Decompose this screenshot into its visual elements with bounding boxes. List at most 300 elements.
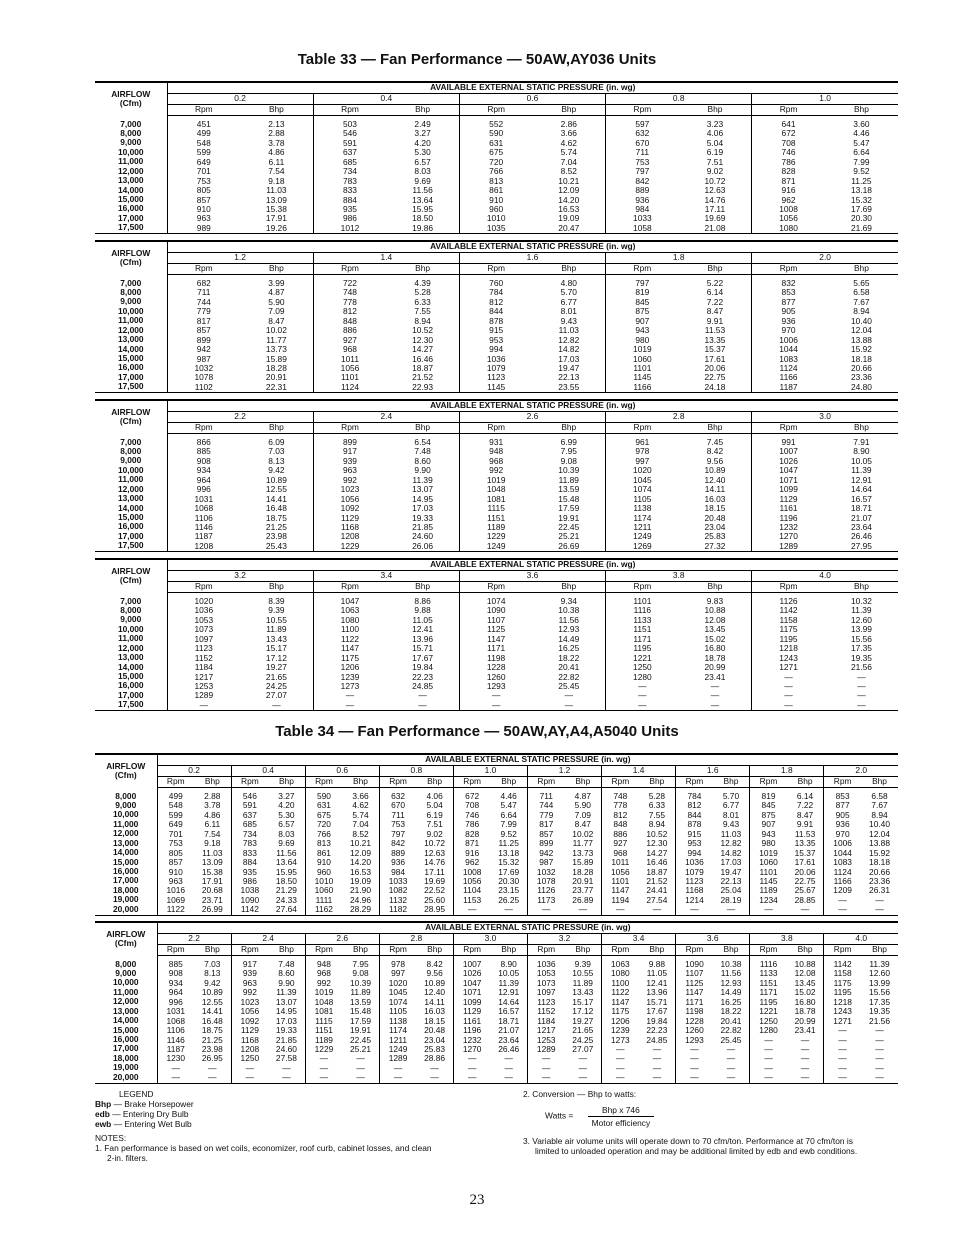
bhp-value: 2.88 [268,128,285,139]
bhp-value: 17.35 [869,996,890,1007]
bhp-value: 15.92 [850,344,872,355]
bhp-value: — [564,699,573,710]
bhp-value: 19.09 [558,213,580,224]
bhp-value: 12.41 [646,977,668,988]
bhp-value: 7.22 [706,296,724,307]
rpm-value: 1047 [340,596,360,606]
rpm-value: 915 [687,828,702,839]
bhp-value: 16.03 [424,1006,446,1017]
bhp-value: 9.52 [853,166,870,177]
airflow-value: 9,000 [120,296,142,307]
rpm-value: — [690,1053,699,1064]
bhp-value: 26.69 [558,540,580,551]
bhp-value: 8.03 [414,166,431,177]
bhp-value: 13.88 [850,334,872,345]
pressure-header: 1.4 [313,253,459,264]
bhp-value: 14.27 [646,847,668,858]
bhp-value: 11.25 [498,838,519,849]
bhp-value: 13.45 [794,977,816,988]
rpm-value: — [171,1062,180,1073]
rpm-value: 1253 [536,1034,556,1045]
airflow-value: 17,500 [117,381,144,392]
rpm-column [305,788,342,916]
bhp-value: 14.64 [498,996,520,1007]
rpm-value: 499 [196,128,211,139]
airflow-values [95,275,167,393]
bhp-value: 17.12 [265,652,287,663]
bhp-value: 14.41 [265,493,287,504]
bhp-value: 7.45 [706,437,724,447]
bhp-value: 26.89 [572,894,594,905]
rpm-value: 1047 [462,977,482,988]
bhp-value: 10.32 [850,596,872,606]
bhp-value: 10.21 [350,838,371,849]
rpm-value: 783 [242,838,257,849]
rpm-header: Rpm [167,105,240,116]
bhp-value: 24.60 [412,531,434,542]
bhp-value: 13.96 [412,633,434,644]
rpm-value: — [838,1072,847,1083]
rpm-value: 685 [242,819,257,830]
airflow-value: 14,000 [112,1015,139,1026]
rpm-header: Rpm [602,945,639,956]
airflow-value: 12,000 [112,828,139,839]
bhp-header: Bhp [240,105,313,116]
pressure-header: 2.8 [379,934,453,945]
bhp-value: 3.60 [853,119,870,129]
rpm-column [676,956,713,1084]
bhp-value: 17.35 [850,643,872,654]
bhp-value: 6.57 [278,819,295,830]
bhp-value: 12.55 [201,996,223,1007]
bhp-value: 18.78 [794,1006,816,1017]
airflow-value: 7,000 [120,118,142,129]
bhp-value: 28.29 [350,904,371,915]
rpm-value: 1174 [633,512,652,523]
bhp-value: 6.54 [414,437,431,447]
bhp-value: 13.73 [572,847,594,858]
bhp-value: 20.30 [850,213,872,224]
legend-item: Bhp — Brake Horsepower [95,1099,194,1109]
bhp-value: 15.17 [572,996,594,1007]
airflow-value: 14,000 [117,184,144,195]
bhp-value: 19.69 [704,213,726,224]
airflow-value: 9,000 [115,799,137,810]
bhp-header: Bhp [679,264,752,275]
bhp-value: 4.86 [268,147,285,158]
airflow-value: 10,000 [117,623,144,634]
rpm-header: Rpm [231,945,268,956]
bhp-value: 5.30 [414,147,431,158]
rpm-value: 1195 [759,996,778,1007]
bhp-column [386,116,459,234]
bhp-value: — [208,1062,217,1073]
bhp-value: 11.39 [851,605,872,616]
rpm-value: 962 [781,194,796,205]
airflow-value: 10,000 [117,464,144,475]
rpm-value: 905 [781,306,796,317]
rpm-value: 1048 [314,996,334,1007]
rpm-value: 753 [635,156,650,167]
bhp-value: 13.18 [498,847,520,858]
airflow-header: AIRFLOW (Cfm) [95,922,157,956]
airflow-value: 8,000 [120,127,142,138]
bhp-value: 20.30 [498,875,520,886]
airflow-value: 10,000 [117,146,144,157]
rpm-column [379,788,416,916]
bhp-value: 9.02 [426,828,443,839]
bhp-column [713,956,750,1084]
bhp-value: 7.48 [414,446,431,457]
rpm-value: 778 [613,800,628,811]
bhp-value: 9.91 [706,315,724,326]
note-2: 2. Conversion — Bhp to watts: [523,1089,637,1099]
rpm-value: 1124 [340,381,359,392]
rpm-value: 670 [391,800,406,811]
airflow-value: 11,000 [118,474,144,485]
bhp-value: 14.49 [720,987,742,998]
rpm-value: 1082 [388,885,408,896]
rpm-value: 1168 [685,885,704,896]
bhp-value: 16.25 [558,643,580,654]
bhp-value: 10.02 [572,828,594,839]
bhp-value: — [282,1062,291,1073]
bhp-value: 15.37 [704,344,726,355]
rpm-value: 970 [781,325,796,336]
rpm-value: 1151 [633,624,652,635]
rpm-value: 1234 [759,894,778,905]
bhp-header: Bhp [490,945,527,956]
rpm-value: 1153 [463,894,482,905]
rpm-value: — [467,1072,477,1083]
bhp-value: 12.63 [704,185,726,196]
rpm-value: 1195 [833,987,852,998]
rpm-value: — [171,1072,180,1083]
rpm-value: 1006 [779,334,798,345]
rpm-value: 1175 [833,977,852,988]
rpm-value: 1198 [487,652,506,663]
rpm-value: 968 [316,968,331,979]
rpm-value: 812 [687,800,702,811]
bhp-value: 27.64 [275,904,297,915]
rpm-value: 1102 [194,381,213,392]
bhp-header: Bhp [532,423,605,434]
bhp-value: 9.39 [574,959,591,969]
rpm-value: 1044 [779,344,798,355]
airflow-value: 12,000 [117,165,144,176]
bhp-value: 25.21 [558,531,580,542]
bhp-value: — [726,1072,736,1083]
bhp-value: 20.99 [704,662,726,673]
rpm-value: 1035 [486,222,506,233]
bhp-value: 24.85 [646,1034,668,1045]
aesp-header: AVAILABLE EXTERNAL STATIC PRESSURE (in. wg) [157,754,898,766]
airflow-value: 17,000 [117,689,144,700]
bhp-value: 25.67 [794,885,816,896]
pressure-header: 2.2 [157,934,231,945]
rpm-value: 1146 [166,1034,185,1045]
bhp-value: 18.87 [646,866,668,877]
bhp-column [416,788,453,916]
bhp-value: 9.90 [414,465,431,476]
bhp-value: 8.01 [560,306,577,317]
rpm-value: 1214 [685,894,704,905]
rpm-value: 942 [196,344,211,355]
airflow-header: AIRFLOW (Cfm) [95,400,167,434]
rpm-column [453,788,490,916]
bhp-header: Bhp [825,264,898,275]
bhp-value: 17.61 [704,353,726,364]
bhp-value: 7.95 [352,959,369,969]
rpm-value: 641 [781,119,796,129]
rpm-value: 590 [316,791,331,801]
rpm-value: 886 [613,828,628,839]
rpm-value: 1168 [340,521,359,532]
bhp-value: 11.77 [266,334,287,345]
rpm-value: 1184 [537,1015,556,1026]
rpm-value: 591 [342,137,357,148]
rpm-value: 1133 [633,614,652,625]
bhp-value: 17.91 [201,875,223,886]
rpm-value: 1132 [389,894,408,905]
rpm-value: 675 [316,809,331,820]
rpm-value: 1243 [833,1006,852,1017]
rpm-value: 1080 [611,968,630,979]
rpm-value: 1106 [166,1025,185,1036]
bhp-value: 17.67 [412,652,434,663]
bhp-value: 23.41 [704,671,726,682]
rpm-value: 960 [316,866,331,877]
rpm-value: 670 [635,137,650,148]
rpm-value: 984 [391,866,406,877]
rpm-value: 812 [489,296,504,307]
rpm-value: 503 [342,119,357,129]
bhp-value: 27.58 [275,1053,297,1064]
rpm-value: — [245,1072,255,1083]
rpm-value: 1016 [166,885,186,896]
bhp-value: 9.56 [426,968,443,979]
rpm-value: 1019 [633,344,652,355]
rpm-value: 1142 [240,904,259,915]
bhp-header: Bhp [565,777,602,788]
bhp-value: 25.83 [424,1043,446,1054]
airflow-value: 16,000 [112,866,139,876]
rpm-value: 968 [489,455,504,466]
airflow-value: 20,000 [112,903,139,914]
rpm-value: 1073 [194,624,214,635]
rpm-header: Rpm [459,582,532,593]
rpm-value: 753 [391,819,406,830]
bhp-value: 13.96 [646,987,668,998]
bhp-value: 12.08 [794,968,816,979]
rpm-value: 1208 [240,1043,260,1054]
bhp-value: 5.28 [414,287,431,298]
rpm-column [602,788,639,916]
rpm-value: — [838,1025,847,1036]
bhp-value: 14.41 [201,1006,223,1017]
bhp-value: 24.80 [850,381,872,392]
airflow-value: 7,000 [120,595,142,606]
bhp-value: 13.59 [558,484,580,495]
rpm-value: 1206 [340,662,360,673]
bhp-value: 19.35 [869,1006,890,1017]
bhp-value: 22.45 [350,1034,371,1045]
bhp-value: 9.88 [648,959,666,969]
rpm-value: 720 [316,819,331,830]
rpm-value: 1229 [486,531,506,542]
bhp-value: 11.89 [350,987,371,998]
bhp-value: 27.95 [850,540,872,551]
rpm-value: 877 [835,800,850,811]
rpm-value: 1031 [166,1006,186,1017]
bhp-value: 8.52 [352,828,369,839]
pressure-header: 1.2 [167,253,313,264]
bhp-value: 16.48 [265,503,287,514]
bhp-value: 24.60 [275,1043,297,1054]
rpm-value: 786 [781,156,796,167]
rpm-column [459,593,532,711]
bhp-value: 18.78 [704,652,726,663]
rpm-value: 1146 [194,521,213,532]
rpm-column [527,956,564,1084]
rpm-value: 1032 [536,866,556,877]
bhp-value: 17.11 [424,866,445,877]
rpm-value: 1068 [166,1015,186,1026]
rpm-value: — [393,1072,403,1083]
fan-performance-table [95,558,898,711]
rpm-value: 832 [781,278,796,288]
bhp-value: 19.33 [275,1025,297,1036]
airflow-header: AIRFLOW (Cfm) [95,241,167,275]
rpm-value: 1271 [779,662,798,673]
bhp-value: 26.99 [201,904,223,915]
rpm-value: 1289 [194,690,214,701]
bhp-value: — [875,894,884,905]
rpm-value: 784 [687,791,702,801]
rpm-value: — [393,1062,403,1073]
bhp-value: 3.66 [352,791,369,801]
rpm-value: 1092 [340,503,360,514]
rpm-value: 1232 [779,521,798,532]
rpm-value: 1171 [759,987,778,998]
rpm-value: 1038 [240,885,260,896]
airflow-value: 11,000 [118,633,144,644]
bhp-value: 10.38 [720,959,742,969]
bhp-value: — [710,699,720,710]
airflow-value: 17,500 [117,699,144,710]
bhp-value: 12.82 [720,838,742,849]
bhp-value: 5.70 [560,287,577,298]
rpm-header: Rpm [527,945,564,956]
rpm-column [527,788,564,916]
bhp-value: 7.22 [796,800,814,811]
bhp-value: 7.51 [426,819,443,830]
rpm-value: 1008 [779,203,798,214]
bhp-value: 14.82 [720,847,742,858]
rpm-value: 546 [242,791,257,801]
rpm-column [305,956,342,1084]
bhp-column [565,788,602,916]
bhp-column [342,956,379,1084]
bhp-value: 9.69 [278,838,295,849]
rpm-value: 1080 [340,614,360,625]
rpm-value: 753 [168,838,183,849]
rpm-value: — [467,1062,477,1073]
rpm-value: 1060 [314,885,334,896]
airflow-value: 13,000 [117,175,144,186]
rpm-header: Rpm [459,264,532,275]
fan-performance-table [95,240,898,393]
bhp-value: — [504,1072,513,1083]
rpm-value: 978 [635,446,650,457]
bhp-value: 16.80 [794,996,816,1007]
rpm-value: — [638,680,647,691]
rpm-value: 963 [342,465,357,476]
rpm-value: 1073 [536,977,556,988]
rpm-value: 1187 [166,1043,185,1054]
rpm-value: 833 [342,185,357,196]
rpm-value: 1249 [633,531,652,542]
rpm-value: 1208 [194,540,214,551]
rpm-value: 1166 [633,381,652,392]
rpm-value: 672 [465,791,480,801]
bhp-value: 23.64 [850,521,872,532]
bhp-value: 21.69 [850,222,872,233]
airflow-value: 8,000 [120,445,142,456]
bhp-column [268,956,305,1084]
airflow-value: 19,000 [112,1062,139,1073]
bhp-value: 2.49 [414,119,431,129]
rpm-value: 1147 [611,885,630,896]
bhp-value: 10.02 [265,325,287,336]
bhp-value: 12.93 [558,624,580,635]
rpm-column [459,116,532,234]
bhp-value: 10.89 [704,465,726,476]
rpm-value: 1147 [487,633,506,644]
airflow-values [95,116,167,234]
rpm-value: 857 [196,194,211,205]
bhp-value: 6.58 [871,791,888,801]
bhp-value: 7.48 [278,959,295,969]
airflow-value: 11,000 [118,315,144,326]
rpm-value: 805 [168,847,183,858]
bhp-value: 11.53 [704,325,726,336]
bhp-value: 14.76 [424,857,446,868]
bhp-value: 15.95 [275,866,297,877]
bhp-header: Bhp [194,777,231,788]
bhp-value: — [356,1062,365,1073]
rpm-value: 1078 [536,875,556,886]
bhp-value: 11.39 [869,959,890,969]
rpm-value: 936 [391,857,406,868]
airflow-value: 17,500 [117,222,144,233]
rpm-value: 1161 [779,503,798,514]
bhp-value: 10.39 [558,465,580,476]
formula-numerator: Bhp x 746 [588,1105,655,1117]
rpm-value: — [319,1053,329,1064]
rpm-value: 1115 [315,1015,333,1026]
bhp-value: 21.56 [850,662,872,673]
rpm-value: 1174 [389,1025,408,1036]
pressure-header: 3.2 [527,934,601,945]
legend-item: edb — Entering Dry Bulb [95,1109,189,1119]
rpm-column [313,116,386,234]
legend-title: LEGEND [119,1089,154,1099]
rpm-value: 1116 [633,605,652,616]
rpm-value: 910 [168,866,183,877]
pressure-header: 3.6 [459,571,605,582]
rpm-value: 701 [196,166,211,177]
